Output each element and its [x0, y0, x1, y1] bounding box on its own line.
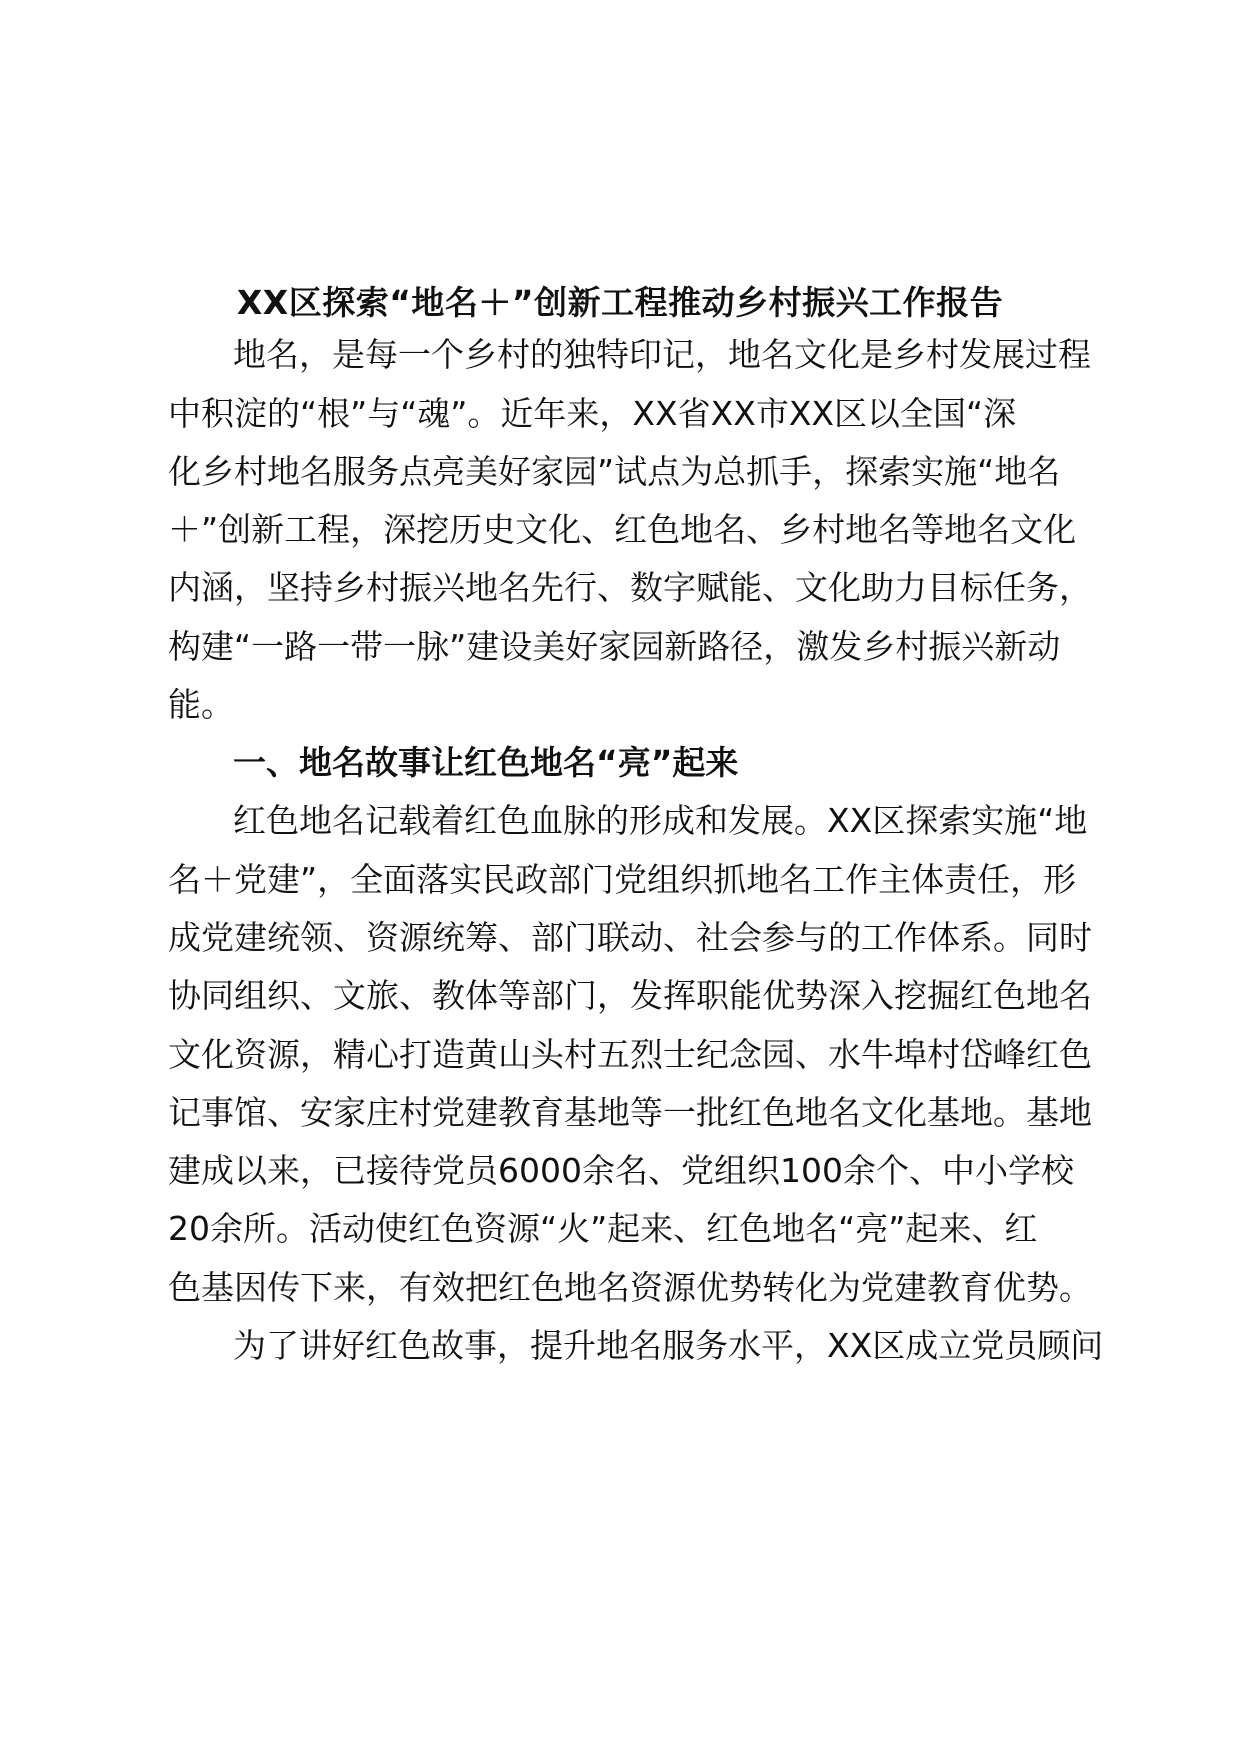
paragraph-line: 为了讲好红色故事，提升地名服务水平，XX区成立党员顾问	[233, 1326, 1104, 1365]
paragraph-line: 记事馆、安家庄村党建教育基地等一批红色地名文化基地。基地	[168, 1093, 1092, 1132]
paragraph-line: 地名，是每一个乡村的独特印记，地名文化是乡村发展过程	[233, 335, 1091, 374]
paragraph-line: 建成以来，已接待党员6000余名、党组织100余个、中小学校	[168, 1151, 1074, 1190]
paragraph-line: 成党建统领、资源统筹、部门联动、社会参与的工作体系。同时	[168, 918, 1092, 957]
paragraph-line: 名＋党建”，全面落实民政部门党组织抓地名工作主体责任，形	[168, 860, 1077, 899]
paragraph-line: 内涵，坚持乡村振兴地名先行、数字赋能、文化助力目标任务，	[168, 568, 1092, 607]
paragraph-line: 文化资源，精心打造黄山头村五烈士纪念园、水牛埠村岱峰红色	[168, 1035, 1092, 1074]
paragraph-line: ＋”创新工程，深挖历史文化、红色地名、乡村地名等地名文化	[168, 510, 1077, 549]
paragraph-line: 构建“一路一带一脉”建设美好家园新路径，激发乡村振兴新动	[168, 627, 1061, 666]
paragraph-line: 中积淀的“根”与“魂”。近年来，XX省XX市XX区以全国“深	[168, 394, 1017, 433]
paragraph-line: 能。	[168, 685, 234, 724]
document-title: XX区探索“地名＋”创新工程推动乡村振兴工作报告	[236, 283, 1004, 322]
paragraph-line: 协同组织、文旅、教体等部门，发挥职能优势深入挖掘红色地名	[168, 976, 1092, 1015]
paragraph-line: 色基因传下来，有效把红色地名资源优势转化为党建教育优势。	[168, 1268, 1092, 1307]
paragraph-line: 20余所。活动使红色资源“火”起来、红色地名“亮”起来、红	[168, 1209, 1038, 1248]
paragraph-line: 化乡村地名服务点亮美好家园”试点为总抓手，探索实施“地名	[168, 452, 1061, 491]
section-heading: 一、地名故事让红色地名“亮”起来	[233, 743, 739, 782]
paragraph-line: 红色地名记载着红色血脉的形成和发展。XX区探索实施“地	[233, 801, 1088, 840]
